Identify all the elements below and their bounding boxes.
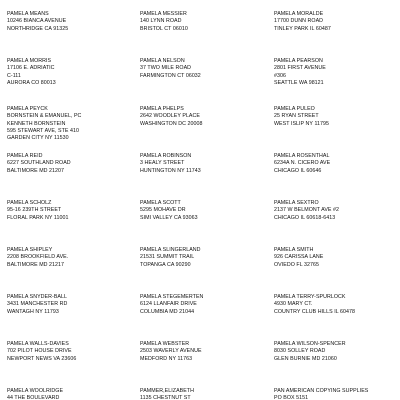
address-label	[274, 58, 394, 87]
label-address-line: FLORAL PARK NY 11001	[7, 214, 69, 221]
address-label	[7, 153, 127, 175]
label-address-line: BORNSTEIN & EMANUEL, PC	[7, 113, 82, 120]
label-address-line: WEST ISLIP NY 11795	[274, 120, 330, 127]
address-label	[7, 11, 127, 33]
label-address-line: 702 PILOT HOUSE DRIVE	[7, 348, 72, 355]
address-label	[274, 106, 394, 128]
label-name: PAMELA ROBINSON	[140, 153, 192, 159]
address-label	[274, 153, 394, 175]
label-address-line: 6124 LLANFAIR DRIVE	[140, 301, 197, 308]
label-address-line: BALTIMORE MD 21217	[7, 261, 65, 268]
label-address-line: SEATTLE WA 98121	[274, 79, 324, 86]
label-address-line: TOPANGA CA 90290	[140, 261, 191, 268]
label-address-line: BALTIMORE MD 21207	[7, 167, 65, 174]
label-address-line: 10246 BIANCA AVENUE	[7, 18, 67, 25]
label-address-line: CHICAGO IL 60646	[274, 167, 322, 174]
label-name: PAMELA SEXTRO	[274, 200, 319, 206]
label-address-line: 1135 CHESTNUT ST	[140, 395, 191, 400]
address-label	[140, 388, 260, 400]
label-name: PAMELA TERRY-SPURLOCK	[274, 294, 346, 300]
label-name: PAMELA SNYDER-BALL	[7, 294, 67, 300]
label-address-line: BRISTOL CT 06010	[140, 25, 188, 32]
label-address-line: HUNTINGTON NY 11743	[140, 167, 201, 174]
label-name: PAMELA PHELPS	[140, 106, 184, 112]
label-name: PAMELA SCHOLZ	[7, 200, 52, 206]
address-label	[7, 247, 127, 269]
label-name: PAMELA WILSON-SPENCER	[274, 341, 346, 347]
label-address-line: 17700 DUNN ROAD	[274, 18, 324, 25]
label-address-line: 3 HEALY STREET	[140, 160, 185, 167]
address-label	[274, 247, 394, 269]
label-address-line: WANTAGH NY 11793	[7, 308, 59, 315]
label-name: PAMELA MEANS	[7, 11, 49, 17]
label-name: PAMELA SMITH	[274, 247, 314, 253]
label-address-line: NEWPORT NEWS VA 23606	[7, 355, 77, 362]
label-address-line: #306	[274, 72, 286, 79]
label-address-line: GLEN BURNIE MD 21060	[274, 355, 337, 362]
label-name: PAN AMERICAN COPYING SUPPLIES	[274, 388, 369, 394]
label-address-line: 2642 WOODLEY PLACE	[140, 113, 200, 120]
label-address-line: 21531 SUMMIT TRAIL	[140, 254, 195, 261]
label-name: PAMELA STEGEMERTEN	[140, 294, 204, 300]
label-name: PAMELA MESSIER	[140, 11, 187, 17]
label-address-line: TINLEY PARK IL 60487	[274, 25, 331, 32]
label-address-line: 95-16 239TH STREET	[7, 207, 62, 214]
label-address-line: NORTHRIDGE CA 91325	[7, 25, 69, 32]
label-address-line: 4930 MARY CT.	[274, 301, 313, 308]
label-name: PAMMER,ELIZABETH	[140, 388, 194, 394]
label-address-line: OVIEDO FL 32765	[274, 261, 320, 268]
address-label	[274, 341, 394, 363]
address-label	[274, 294, 394, 316]
label-address-line: 2503 WAVERLY AVENUE	[140, 348, 202, 355]
address-label	[140, 341, 260, 363]
label-name: PAMELA REID	[7, 153, 43, 159]
label-address-line: 6227 SOUTHLAND ROAD	[7, 160, 71, 167]
address-label	[7, 388, 127, 400]
label-address-line: 37 TWO MILE ROAD	[140, 65, 192, 72]
label-name: PAMELA WEBSTER	[140, 341, 190, 347]
address-label	[274, 200, 394, 222]
label-address-line: PO BOX 5151	[274, 395, 309, 400]
label-address-line: 3431 MANCHESTER RD	[7, 301, 68, 308]
label-address-line: C-111	[7, 72, 21, 79]
address-label	[140, 153, 260, 175]
label-address-line: CHICAGO IL 60618-6413	[274, 214, 336, 221]
address-label	[274, 11, 394, 33]
label-address-line: KENNETH BORNSTEIN	[7, 120, 66, 127]
address-label	[7, 200, 127, 222]
label-address-line: AURORA CO 80013	[7, 79, 56, 86]
label-address-line: COUNTRY CLUB HILLS IL 60478	[274, 308, 356, 315]
label-address-line: 2208 BROOKFIELD AVE.	[7, 254, 69, 261]
label-address-line: 595 STEWART AVE, STE 410	[7, 127, 79, 134]
label-address-line: GARDEN CITY NY 11530	[7, 135, 69, 142]
label-name: PAMELA NELSON	[140, 58, 185, 64]
label-address-line: 926 CARISSA LANE	[274, 254, 324, 261]
label-address-line: 2137 W BELMONT AVE #2	[274, 207, 340, 214]
address-label	[7, 58, 127, 87]
label-address-line: COLUMBIA MD 21044	[140, 308, 195, 315]
label-address-line: FARMINGTON CT 06032	[140, 72, 201, 79]
label-address-line: 5295 MOHAVE DR	[140, 207, 186, 214]
address-label	[140, 106, 260, 128]
label-address-line: WASHINGTON DC 20008	[140, 120, 203, 127]
label-name: PAMELA SLINGERLAND	[140, 247, 201, 253]
label-name: PAMELA WOOLRIDGE	[7, 388, 64, 394]
address-label	[7, 294, 127, 316]
label-address-line: MEDFORD NY 11763	[140, 355, 193, 362]
label-address-line: 17106 E. ADRIATIC	[7, 65, 55, 72]
label-name: PAMELA MORRIS	[7, 58, 52, 64]
address-label	[274, 388, 394, 400]
label-name: PAMELA SHIPLEY	[7, 247, 53, 253]
label-name: PAMELA PEARSON	[274, 58, 323, 64]
address-label	[140, 11, 260, 33]
label-name: PAMELA PULEO	[274, 106, 315, 112]
address-label	[140, 247, 260, 269]
address-label	[140, 58, 260, 80]
label-name: PAMELA MORALDE	[274, 11, 324, 17]
label-name: PAMELA ROSENTHAL	[274, 153, 330, 159]
address-label	[140, 200, 260, 222]
label-address-line: 44 THE BOULEVARD	[7, 395, 60, 400]
label-address-line: 140 LYNN ROAD	[140, 18, 182, 25]
address-label	[140, 294, 260, 316]
label-address-line: 2801 FIRST AVENUE	[274, 65, 326, 72]
label-address-line: SIMI VALLEY CA 93063	[140, 214, 198, 221]
label-name: PAMELA WALLS-DAVIES	[7, 341, 69, 347]
label-address-line: 8030 SOLLEY ROAD	[274, 348, 326, 355]
label-address-line: 6234A N. CICERO AVE	[274, 160, 331, 167]
label-address-line: 25 RYAN STREET	[274, 113, 319, 120]
address-label	[7, 106, 127, 142]
label-name: PAMELA PEYCK	[7, 106, 48, 112]
address-label	[7, 341, 127, 363]
label-name: PAMELA SCOTT	[140, 200, 181, 206]
